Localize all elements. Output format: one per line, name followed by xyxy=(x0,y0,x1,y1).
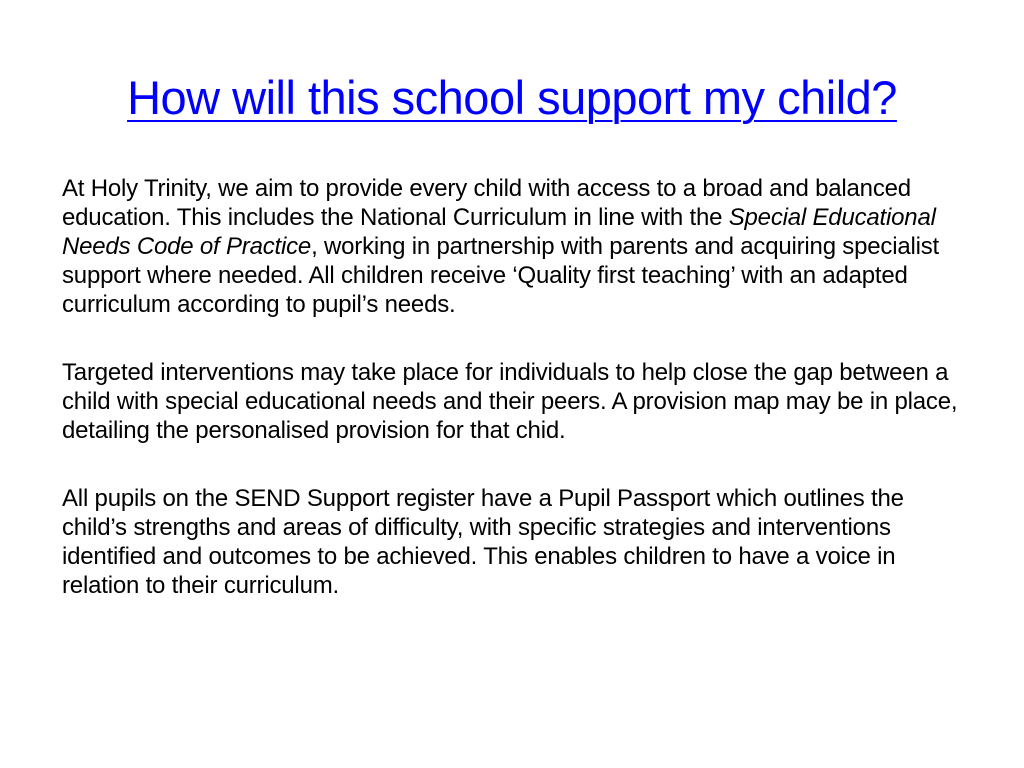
paragraph-1-text-end: , working in partnership with parents and acquiring specialist support where needed. All children receive ‘Quality first teaching’ with an adapted curriculum according to pupil’s needs. xyxy=(62,233,940,318)
paragraph-targeted-interventions: Targeted interventions may take place for individuals to help close the gap between a child with special educational needs and their peers. A provision map may be in place, detailing the personalised provision for that chid. xyxy=(62,359,958,444)
slide-body xyxy=(62,174,967,639)
code-of-practice-italic: Special Educational Needs Code of Practice xyxy=(62,204,936,260)
paragraph-pupil-passport: All pupils on the SEND Support register have a Pupil Passport which outlines the child’s strengths and areas of difficulty, with specific strategies and interventions identified and outcomes to be achieved. This enables children to have a voice in relation to their curriculum. xyxy=(62,485,904,599)
paragraph-1-text-start: At Holy Trinity, we aim to provide every child with access to a broad and balanced education. This includes the National Curriculum in line with the xyxy=(62,175,911,231)
paragraph-provision-overview xyxy=(62,174,967,319)
slide-title-link[interactable]: How will this school support my child? xyxy=(127,71,897,124)
